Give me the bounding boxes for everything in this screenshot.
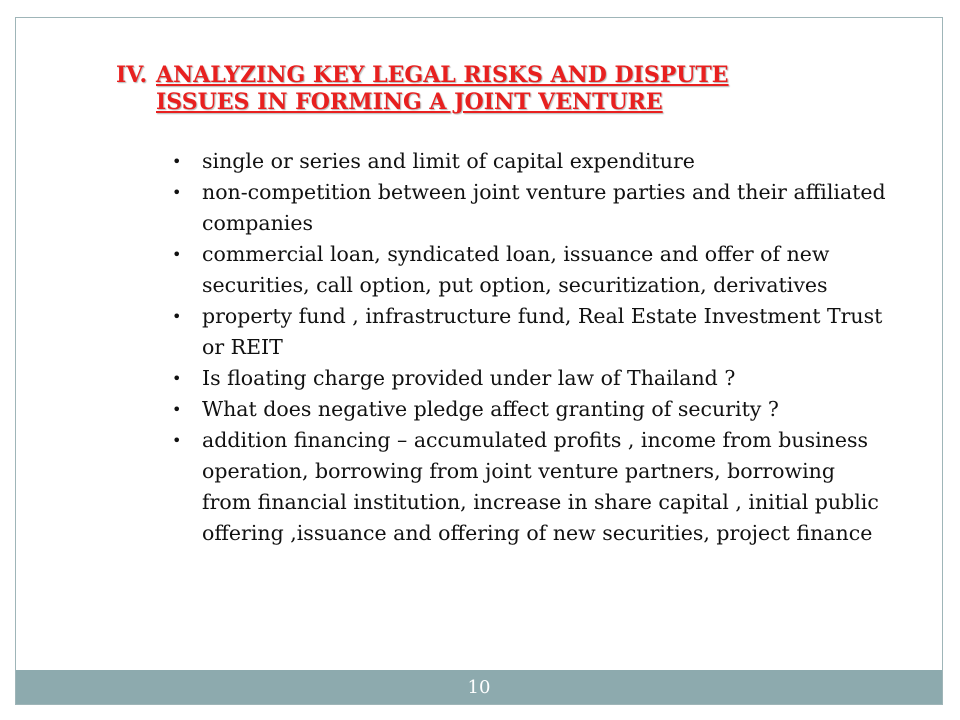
title-line-2: ISSUES IN FORMING A JOINT VENTURE — [156, 89, 663, 115]
page-number: 10 — [467, 676, 491, 698]
bullet-item: • commercial loan, syndicated loan, issuance and offer of new securities, call option, put option, securitization, derivatives — [186, 239, 886, 301]
title-line-1: ANALYZING KEY LEGAL RISKS AND DISPUTE — [156, 62, 729, 88]
bullet-item: • What does negative pledge affect granting of security ? — [186, 394, 886, 425]
bullet-item: • Is floating charge provided under law of Thailand ? — [186, 363, 886, 394]
bullet-item: • single or series and limit of capital expenditure — [186, 146, 886, 177]
title-number: IV. — [116, 62, 148, 88]
slide-frame — [15, 17, 943, 705]
footer-bar — [16, 670, 942, 704]
slide-title — [116, 62, 816, 116]
bullet-item: • addition financing – accumulated profits , income from business operation, borrowing from joint venture partners, borrowing from financial institution, increase in share capital , initial public offering ,issuance and offering of new securities, project finance — [186, 425, 886, 549]
bullet-list — [186, 146, 886, 549]
bullet-item: • non-competition between joint venture parties and their affiliated companies — [186, 177, 886, 239]
bullet-item: • property fund , infrastructure fund, Real Estate Investment Trust or REIT — [186, 301, 886, 363]
